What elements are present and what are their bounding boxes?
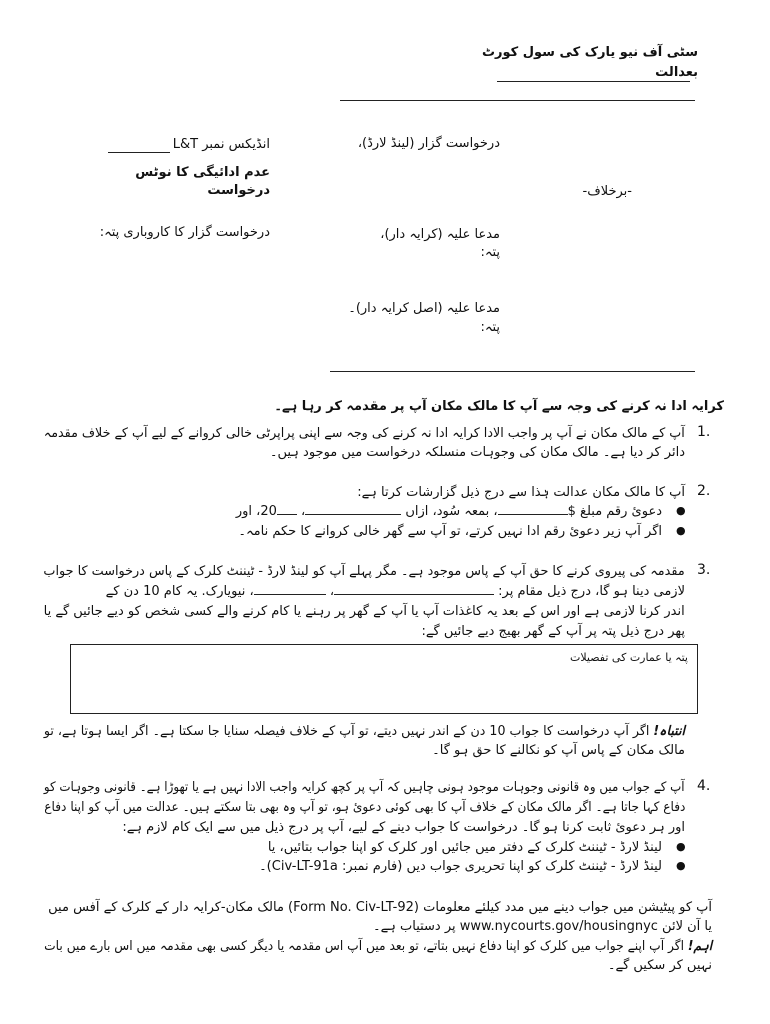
- item4-number: 4.: [697, 778, 711, 794]
- item4-line1: آپ کے جواب میں وہ قانونی وجوہات موجود ہونی چاہیں کہ آپ پر کچھ کرایہ واجب الادا نہیں ہے یا تھوڑا ہے۔ قانونی وجوہات کو: [44, 780, 685, 795]
- comma2-label: ،: [329, 584, 335, 599]
- item2-intro: آپ کا مالک مکان عدالت ہٰذا سے درج ذیل گزارشات کرتا ہے:: [357, 485, 685, 500]
- court-at-label: بعدالت: [655, 65, 698, 80]
- comma-label: ،: [301, 504, 306, 519]
- respondent-tenant-address-label: پتہ:: [480, 245, 500, 260]
- item3-line3: اندر کرنا لازمی ہے اور اس کے بعد یہ کاغذات آپ یا آپ کے گھر پر رہنے یا کام کرنے والے کسی شخص کو دیے جائیں گے یا: [43, 604, 685, 619]
- warning-label: انتباہ!: [653, 724, 685, 739]
- item4-bullet1: لینڈ لارڈ - ٹیننٹ کلرک کے دفتر میں جائیں اور کلرک کو اپنا جواب بتائیں، یا: [267, 840, 662, 855]
- item3-warning-line2: مالک مکان کے پاس آپ کو نکالنے کا حق ہو گا۔: [432, 743, 685, 758]
- interest-day-field[interactable]: [277, 502, 297, 515]
- clerk-location-field[interactable]: [334, 582, 494, 595]
- footer-line1: آپ کو پیٹیشن میں جواب دینے میں مدد کیلئے معلومات (Form No. Civ-LT-92) مالک مکان-کرایہ دار کے کلرک کے آفس میں: [48, 900, 712, 915]
- respondent-tenant-label: مدعا علیہ (کرایہ دار)،: [380, 227, 500, 242]
- newyork-label: ، نیویارک. یہ کام 10 دن کے: [105, 584, 254, 599]
- item2-bullet2: اگر آپ زیر دعوئ رقم ادا نہیں کرتے، تو آپ سے گھر خالی کروانے کا حکم نامہ۔: [238, 524, 662, 539]
- important-text: اگر آپ اپنے جواب میں کلرک کو اپنا دفاع نہیں بتاتے، تو بعد میں آپ اس مقدمہ یا دیگر کسی بھی مقدمہ میں اس بارے میں بات: [43, 939, 684, 954]
- item3-warning-line1: [44, 722, 685, 742]
- court-title: سٹی آف نیو یارک کی سول کورٹ: [481, 45, 698, 60]
- important-label: اہم!: [687, 939, 712, 954]
- clerk-location-label: لازمی دینا ہو گا، درج ذیل مقام پر:: [498, 584, 685, 599]
- item1-line2: دائر کر دیا ہے۔ مالک مکان کی وجوہات منسلکہ درخواست میں موجود ہیں۔: [269, 445, 685, 460]
- item2-bullet1-dot: ●: [676, 504, 686, 517]
- header-rule: [340, 100, 695, 101]
- item2-bullet1: [236, 502, 662, 522]
- footer-important-line2: نہیں کر سکیں گے۔: [607, 958, 712, 973]
- claim-amount-field[interactable]: [498, 502, 568, 515]
- business-address-label: درخواست گزار کا کاروباری پتہ:: [99, 225, 270, 240]
- item4-bullet2: لینڈ لارڈ - ٹیننٹ کلرک کو اپنا تحریری جواب دیں (فارم نمبر: Civ-LT-91a)۔: [259, 859, 662, 874]
- versus-label: -برخلاف-: [582, 184, 632, 199]
- item4-bullet2-dot: ●: [676, 859, 686, 872]
- item2-number: 2.: [697, 483, 711, 499]
- interest-from-field[interactable]: [305, 502, 401, 515]
- item3-line4: پھر درج ذیل پتہ پر آپ کے گھر بھیج دیے جائیں گے:: [421, 624, 685, 639]
- index-number-line[interactable]: [108, 152, 170, 153]
- address-box-label: پتہ یا عمارت کی تفصیلات: [570, 651, 688, 664]
- interest-from-label: ، بمعہ سُود، ازاں: [405, 504, 498, 519]
- item3-line2: [106, 582, 685, 602]
- index-number-label: انڈیکس نمبر L&T: [172, 137, 270, 152]
- intro-heading: کرایہ ادا نہ کرنے کی وجہ سے آپ کا مالک مکان آپ پر مقدمہ کر رہا ہے۔: [274, 399, 724, 414]
- footer-line2: یا آن لائن www.nycourts.gov/housingnyc پر دستیاب ہے۔: [373, 919, 712, 934]
- respondent-undertenant-label: مدعا علیہ (اصل کرایہ دار)۔: [348, 301, 500, 316]
- claim-amount-label: دعوئ رقم مبلغ $: [567, 504, 662, 519]
- respondent-undertenant-address-label: پتہ:: [480, 320, 500, 335]
- item3-number: 3.: [697, 562, 711, 578]
- item1-number: 1.: [697, 424, 711, 440]
- footer-important-line1: [44, 937, 712, 957]
- notice-subtitle: درخواست: [207, 183, 270, 198]
- court-at-line: [497, 81, 690, 82]
- item1-line1: آپ کے مالک مکان نے آپ پر واجب الادا کرایہ ادا نہ کرنے کی وجہ سے اپنی پراپرٹی خالی کروانے کے لیے آپ کے خلاف مقدمہ: [44, 426, 685, 441]
- clerk-borough-field[interactable]: [254, 582, 326, 595]
- item2-bullet2-dot: ●: [676, 524, 686, 537]
- warning-text: اگر آپ درخواست کا جواب 10 دن کے اندر نہیں دیتے، تو آپ کے خلاف فیصلہ سنایا جا سکتا ہے۔ اگر ایسا ہوتا ہے، تو: [43, 724, 650, 739]
- item3-line1: مقدمہ کی پیروی کرنے کا حق آپ کے پاس موجود ہے۔ مگر پہلے آپ کو لینڈ لارڈ - ٹیننٹ کلرک کے پاس درخواست کا جواب: [43, 564, 685, 579]
- notice-title: عدم ادائیگی کا نوٹس: [135, 165, 270, 180]
- item4-line2: دفاع کہا جاتا ہے۔ اگر مالک مکان کے خلاف آپ کا بھی کوئی دعوئ ہو، تو آپ وہ بھی بتا سکتے ہیں۔ عدالت میں آپ کو اپنا دفاع: [43, 800, 685, 815]
- caption-bottom-rule: [330, 371, 695, 372]
- year-label: 20، اور: [235, 504, 277, 519]
- petitioner-label: درخواست گزار (لینڈ لارڈ)،: [357, 136, 500, 151]
- item4-bullet1-dot: ●: [676, 840, 686, 853]
- item4-line3: اور ہر دعوئ ثابت کرنا ہو گا۔ درخواست کا جواب دینے کے لیے، آپ پر درج ذیل میں سے ایک کام لازم ہے:: [122, 820, 685, 835]
